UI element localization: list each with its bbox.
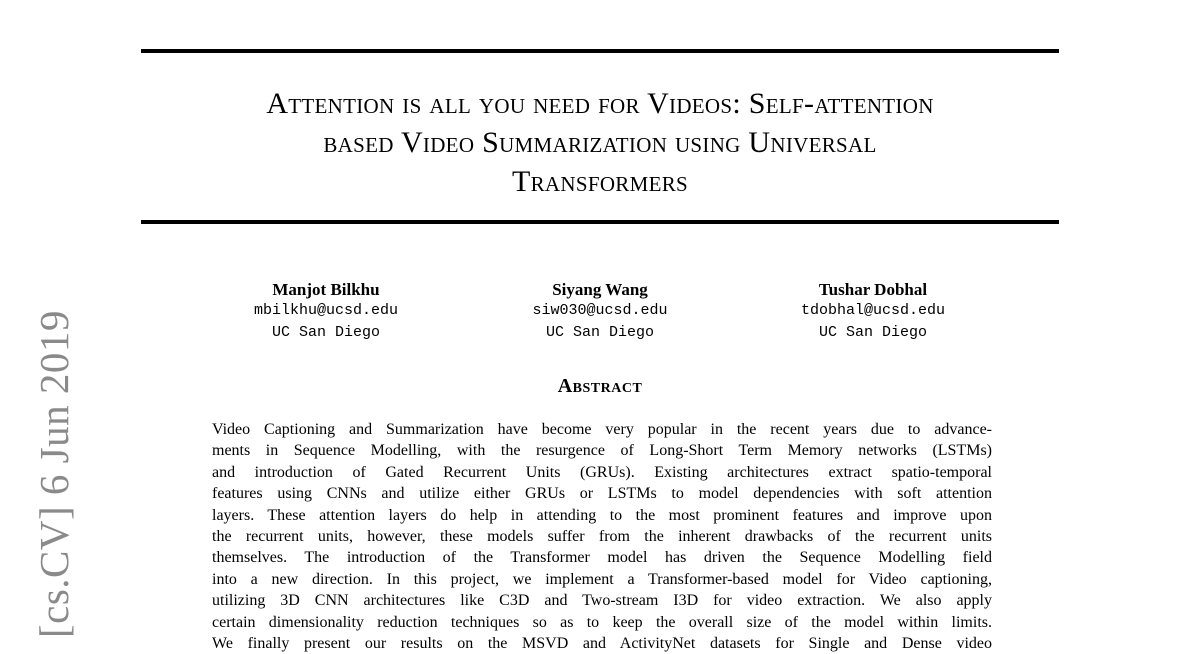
abstract-line: utilizing 3D CNN architectures like C3D and Two-stream I3D for video extraction. We also apply <box>212 592 992 610</box>
author-3 <box>753 279 993 344</box>
author-email: siw030@ucsd.edu <box>532 302 668 319</box>
abstract-line: ments in Sequence Modelling, with the resurgence of Long-Short Term Memory networks (LSTMs) <box>212 442 992 460</box>
paper-title <box>141 84 1059 201</box>
author-1 <box>206 279 446 344</box>
abstract-heading: Abstract <box>557 375 643 397</box>
abstract-line: Video Captioning and Summarization have become very popular in the recent years due to advance- <box>212 421 992 438</box>
author-email: tdobhal@ucsd.edu <box>800 302 946 319</box>
abstract-line: the recurrent units, however, these models suffer from the inherent drawbacks of the recurrent units <box>212 528 992 546</box>
author-name: Manjot Bilkhu <box>272 280 380 299</box>
author-block <box>141 279 1059 349</box>
title-line: Transformers <box>512 165 688 198</box>
abstract-line: certain dimensionality reduction techniques so as to keep the overall size of the model within limits. <box>212 613 992 631</box>
title-line: based Video Summarization using Universal <box>323 126 877 159</box>
title-line: Attention is all you need for Videos: Self-attention <box>266 87 934 120</box>
title-rule-top <box>141 49 1059 53</box>
author-affiliation: UC San Diego <box>271 324 381 341</box>
author-name: Tushar Dobhal <box>818 280 928 299</box>
author-affiliation: UC San Diego <box>818 324 928 341</box>
abstract-line: We finally present our results on the MSVD and ActivityNet datasets for Single and Dense video <box>212 635 992 653</box>
abstract-line: and introduction of Gated Recurrent Units (GRUs). Existing architectures extract spatio-temporal <box>212 463 992 481</box>
author-name: Siyang Wang <box>552 280 648 299</box>
arxiv-stamp <box>28 310 77 640</box>
title-rule-bottom <box>141 220 1059 224</box>
arxiv-stamp-text: [cs.CV] 6 Jun 2019 <box>31 310 77 638</box>
abstract-line: layers. These attention layers do help in attending to the most prominent features and improve upon <box>212 506 992 524</box>
author-email: mbilkhu@ucsd.edu <box>253 302 399 319</box>
abstract-body <box>212 419 992 654</box>
author-affiliation: UC San Diego <box>545 324 655 341</box>
abstract-line: features using CNNs and utilize either GRUs or LSTMs to model dependencies with soft attention <box>212 485 992 503</box>
author-2 <box>480 279 720 344</box>
abstract-line: into a new direction. In this project, we implement a Transformer-based model for Video captioning, <box>212 570 992 588</box>
abstract-line: themselves. The introduction of the Transformer model has driven the Sequence Modelling field <box>212 549 992 567</box>
